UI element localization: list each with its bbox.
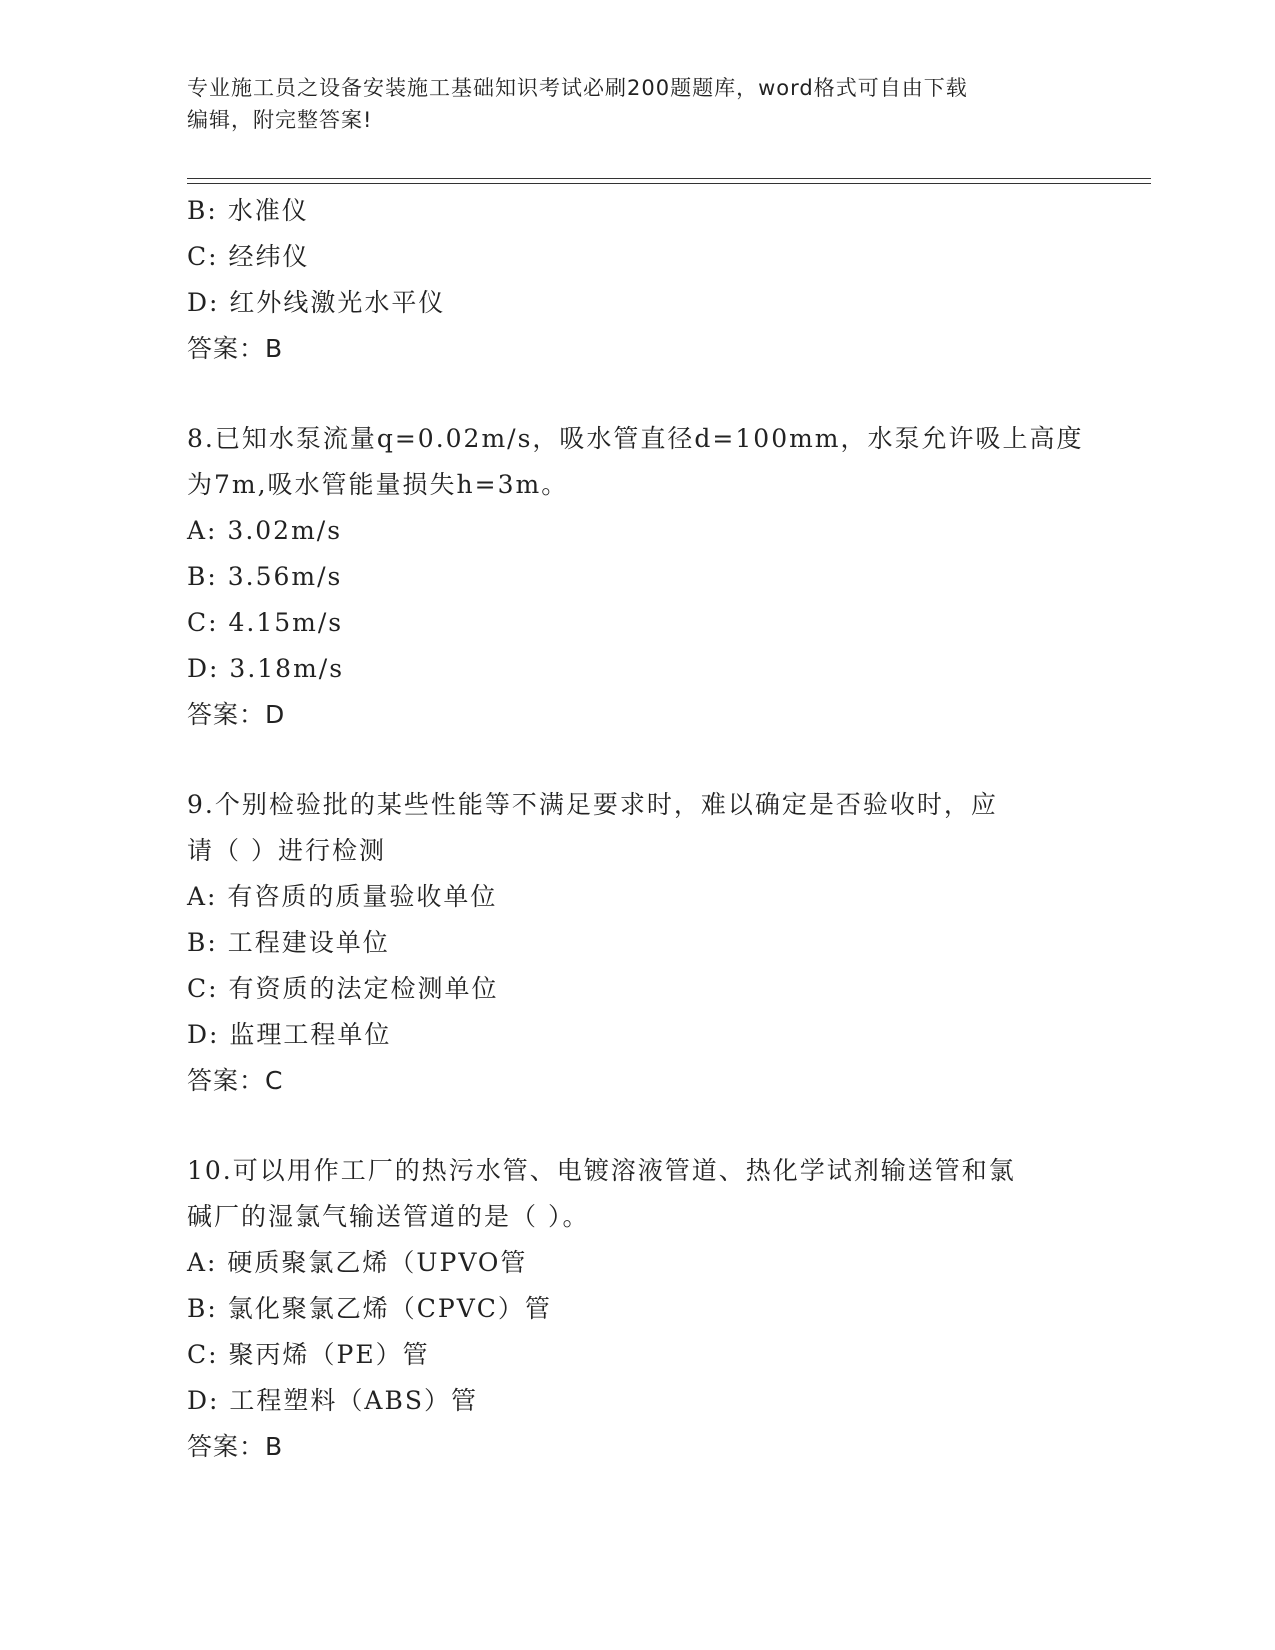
header-line-1: 专业施工员之设备安装施工基础知识考试必刷200题题库，word格式可自由下载 [187,76,968,100]
option-b: B: 3.56m/s [187,562,343,591]
spacer [187,738,1087,782]
question-stem-line-2: 请（ ）进行检测 [187,836,386,865]
question-stem-line-1: 9.个别检验批的某些性能等不满足要求时，难以确定是否验收时，应 [187,790,998,819]
option-a: A: 硬质聚氯乙烯（UPVO管 [187,1248,528,1277]
option-d: D: 3.18m/s [187,654,345,683]
question-stem-line-1: 10.可以用作工厂的热污水管、电镀溶液管道、热化学试剂输送管和氯 [187,1156,1016,1185]
option-b: B: 氯化聚氯乙烯（CPVC）管 [187,1294,552,1323]
question-7-continued [187,188,1087,372]
option-a: A: 3.02m/s [187,516,343,545]
header-line-2: 编辑，附完整答案! [187,108,373,132]
option-b: B: 水准仪 [187,196,309,225]
option-c: C: 有资质的法定检测单位 [187,974,499,1003]
question-stem-line-2: 碱厂的湿氯气输送管道的是（ ）。 [187,1202,590,1231]
option-b: B: 工程建设单位 [187,928,390,957]
document-content [187,188,1087,1470]
document-header [187,72,1087,136]
header-divider-top [187,178,1151,179]
spacer [187,372,1087,416]
header-divider-bottom [187,183,1151,184]
option-c: C: 4.15m/s [187,608,344,637]
answer-line: 答案：B [187,1432,284,1461]
option-c: C: 聚丙烯（PE）管 [187,1340,430,1369]
spacer [187,1104,1087,1148]
option-d: D: 监理工程单位 [187,1020,392,1049]
question-9 [187,782,1087,1104]
answer-line: 答案：D [187,700,286,729]
option-d: D: 红外线激光水平仪 [187,288,446,317]
question-8 [187,416,1087,738]
question-stem-line-2: 为7m,吸水管能量损失h=3m。 [187,470,569,499]
option-c: C: 经纬仪 [187,242,310,271]
option-a: A: 有咨质的质量验收单位 [187,882,498,911]
answer-line: 答案：B [187,334,284,363]
question-stem-line-1: 8.已知水泵流量q=0.02m/s，吸水管直径d=100mm，水泵允许吸上高度 [187,424,1084,453]
question-10 [187,1148,1087,1470]
option-d: D: 工程塑料（ABS）管 [187,1386,478,1415]
answer-line: 答案：C [187,1066,284,1095]
